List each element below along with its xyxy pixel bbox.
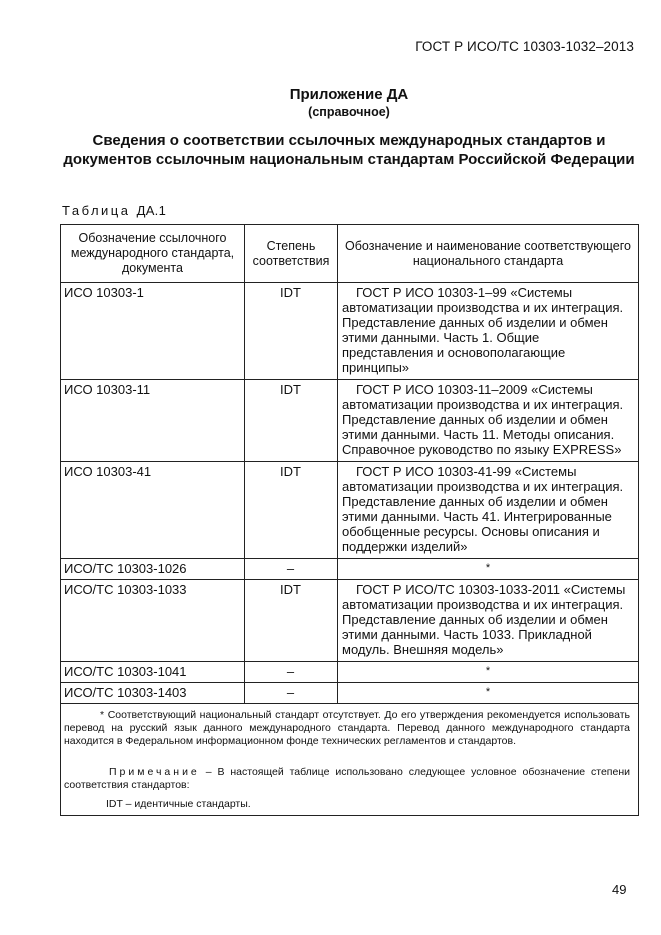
table-caption-word: Таблица xyxy=(62,203,131,218)
cell-reference: ИСО 10303-11 xyxy=(61,380,245,462)
table-footer xyxy=(61,704,639,816)
table-footer-row xyxy=(61,704,639,816)
footnote-marker: * xyxy=(485,686,491,698)
cell-degree: IDT xyxy=(245,580,338,662)
page-number: 49 xyxy=(612,882,627,897)
national-text: ГОСТ Р ИСО 10303-1–99 «Системы автоматизации производства и их интеграция. Представление данных об изделии и обмен этими данными. Часть 1. Общие представления и основополагающие принципы» xyxy=(342,285,624,375)
note-paragraph xyxy=(64,766,630,792)
cell-reference: ИСО/ТС 10303-1033 xyxy=(61,580,245,662)
cell-reference: ИСО/ТС 10303-1041 xyxy=(61,662,245,683)
cell-national xyxy=(338,662,639,683)
national-text: ГОСТ Р ИСО 10303-41-99 «Системы автоматизации производства и их интеграция. Представление данных об изделии и обмен этими данными. Часть 41. Интегрированные обобщенные ресурсы. Основы описания и поддержки изделий» xyxy=(342,464,624,554)
cell-degree: – xyxy=(245,683,338,704)
table-row xyxy=(61,380,639,462)
cell-reference: ИСО 10303-1 xyxy=(61,283,245,380)
correspondence-table xyxy=(60,224,639,816)
table-caption-number: ДА.1 xyxy=(136,203,167,218)
national-text: ГОСТ Р ИСО/ТС 10303-1033-2011 «Системы автоматизации производства и их интеграция. Представление данных об изделии и обмен этими данными. Часть 1033. Прикладной модуль. Внешняя модель» xyxy=(342,582,626,657)
cell-degree: IDT xyxy=(245,462,338,559)
cell-national xyxy=(338,683,639,704)
cell-degree: IDT xyxy=(245,380,338,462)
cell-degree: IDT xyxy=(245,283,338,380)
table-row xyxy=(61,662,639,683)
cell-national xyxy=(338,462,639,559)
table-row xyxy=(61,283,639,380)
table-row xyxy=(61,580,639,662)
cell-reference: ИСО/ТС 10303-1026 xyxy=(61,559,245,580)
idt-definition: IDT – идентичные стандарты. xyxy=(106,798,251,810)
footnote-marker: * xyxy=(485,562,491,574)
appendix-status: (справочное) xyxy=(308,105,390,119)
cell-reference: ИСО/ТС 10303-1403 xyxy=(61,683,245,704)
cell-degree: – xyxy=(245,662,338,683)
header-cell-reference: Обозначение ссылочного международного стандарта, документа xyxy=(61,225,245,283)
appendix-title: Приложение ДА xyxy=(289,86,409,103)
note-label: Примечание xyxy=(109,766,200,778)
cell-national xyxy=(338,559,639,580)
cell-national xyxy=(338,380,639,462)
cell-national xyxy=(338,283,639,380)
cell-national xyxy=(338,580,639,662)
footnote-marker: * xyxy=(485,665,491,677)
section-heading: Сведения о соответствии ссылочных международных стандартов и документов ссылочным национальным стандартам Российской Федерации xyxy=(63,132,635,168)
table-caption xyxy=(62,203,166,218)
national-text: ГОСТ Р ИСО 10303-11–2009 «Системы автоматизации производства и их интеграция. Представление данных об изделии и обмен этими данными. Часть 11. Методы описания. Справочное руководство по языку EXPRESS» xyxy=(342,382,624,457)
footnote-text: * Соответствующий национальный стандарт отсутствует. До его утверждения рекомендуется использовать перевод на русский язык данного международного стандарта. Перевод данного международного стандарта находится в Федеральном информационном фонде технических регламентов и стандартов. xyxy=(64,709,630,747)
table-row xyxy=(61,683,639,704)
table-row xyxy=(61,559,639,580)
header-cell-national: Обозначение и наименование соответствующего национального стандарта xyxy=(338,225,639,283)
cell-degree: – xyxy=(245,559,338,580)
header-cell-degree: Степень соответствия xyxy=(245,225,338,283)
table-header-row xyxy=(61,225,639,283)
table-row xyxy=(61,462,639,559)
cell-reference: ИСО 10303-41 xyxy=(61,462,245,559)
note-text: – В настоящей таблице использовано следующее условное обозначение степени соответствия стандартов: xyxy=(64,766,630,791)
document-code: ГОСТ Р ИСО/ТС 10303-1032–2013 xyxy=(415,39,634,54)
title-block xyxy=(60,86,638,169)
